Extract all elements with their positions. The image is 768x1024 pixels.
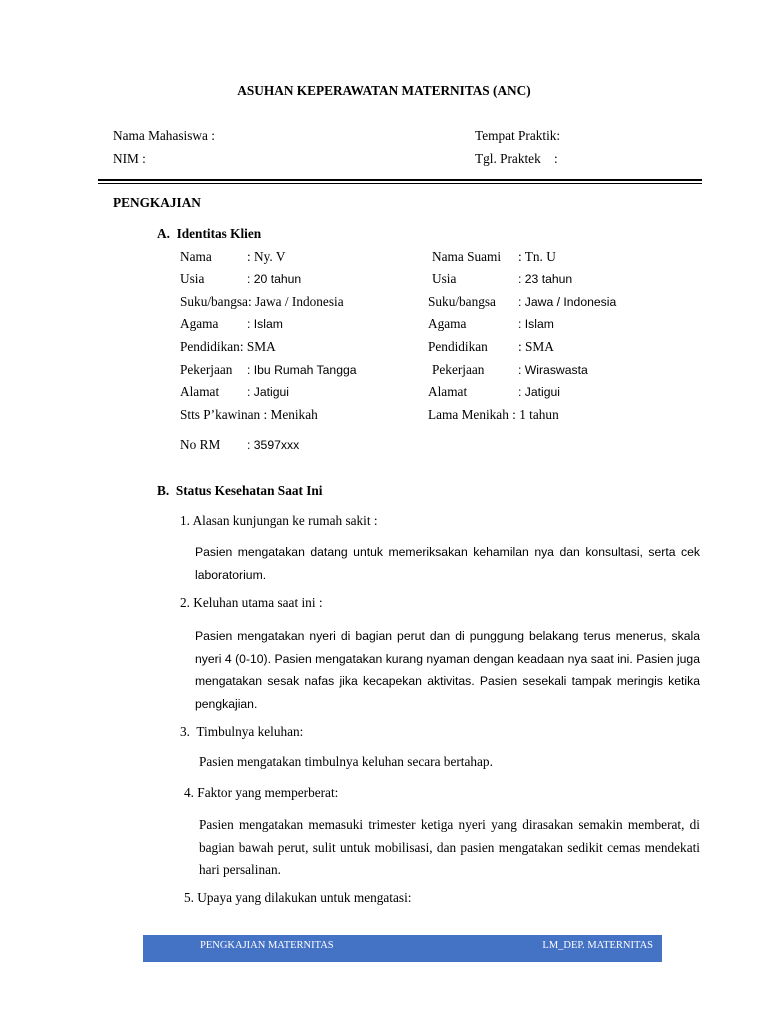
status-question-2: 2. Keluhan utama saat ini : bbox=[180, 595, 323, 610]
nama-mahasiswa-label: Nama Mahasiswa : bbox=[113, 128, 215, 143]
klien-nama-label: Nama bbox=[180, 249, 212, 264]
suami-pendidikan-label: Pendidikan bbox=[428, 339, 488, 354]
status-question-4: 4. Faktor yang memperberat: bbox=[184, 785, 339, 800]
klien-usia-label: Usia bbox=[180, 271, 205, 286]
suami-usia-value: : 23 tahun bbox=[518, 272, 573, 286]
klien-status-perkawinan: Stts P’kawinan : Menikah bbox=[180, 407, 318, 422]
status-answer-1: Pasien mengatakan datang untuk memeriksakan kehamilan nya dan konsultasi, serta cek laboratorium. bbox=[195, 545, 700, 582]
header-divider-bottom bbox=[98, 183, 702, 184]
klien-norm-label: No RM bbox=[180, 437, 221, 452]
klien-nama-value: : Ny. V bbox=[247, 249, 286, 264]
klien-alamat-value: : Jatigui bbox=[247, 385, 290, 399]
identitas-heading: A. Identitas Klien bbox=[157, 226, 262, 241]
klien-alamat-label: Alamat bbox=[180, 384, 220, 399]
footer-right-text: LM_DEP. MATERNITAS bbox=[542, 940, 653, 951]
klien-pekerjaan-value: : Ibu Rumah Tangga bbox=[247, 363, 357, 377]
suami-pendidikan-value: : SMA bbox=[518, 339, 554, 354]
status-question-1: 1. Alasan kunjungan ke rumah sakit : bbox=[180, 513, 378, 528]
document-title: ASUHAN KEPERAWATAN MATERNITAS (ANC) bbox=[237, 83, 531, 98]
klien-pendidikan: Pendidikan: SMA bbox=[180, 339, 276, 354]
klien-agama-label: Agama bbox=[180, 316, 219, 331]
tempat-praktik-label: Tempat Praktik: bbox=[475, 128, 561, 143]
suami-pekerjaan-value: : Wiraswasta bbox=[518, 363, 588, 377]
status-question-3: 3. Timbulnya keluhan: bbox=[180, 724, 304, 739]
status-question-5: 5. Upaya yang dilakukan untuk mengatasi: bbox=[184, 890, 412, 905]
suami-lama-menikah: Lama Menikah : 1 tahun bbox=[428, 407, 559, 422]
status-heading: B. Status Kesehatan Saat Ini bbox=[157, 483, 323, 498]
klien-norm-value: : 3597xxx bbox=[247, 438, 300, 452]
suami-suku-value: : Jawa / Indonesia bbox=[518, 295, 617, 309]
klien-suku: Suku/bangsa: Jawa / Indonesia bbox=[180, 294, 344, 309]
suami-alamat-label: Alamat bbox=[428, 384, 468, 399]
suami-agama-label: Agama bbox=[428, 316, 467, 331]
klien-agama-value: : Islam bbox=[247, 317, 283, 331]
suami-usia-label: Usia bbox=[432, 271, 457, 286]
section-title: PENGKAJIAN bbox=[113, 195, 201, 210]
page-footer bbox=[143, 935, 662, 962]
status-answer-4: Pasien mengatakan memasuki trimester ketiga nyeri yang dirasakan semakin memberat, di bagian bawah perut, sulit untuk mobilisasi, dan pasien mengatakan sedikit cemas mendekati hari persalinan. bbox=[199, 817, 700, 877]
footer-left-text: PENGKAJIAN MATERNITAS bbox=[200, 940, 334, 951]
klien-pekerjaan-label: Pekerjaan bbox=[180, 362, 233, 377]
status-answer-3: Pasien mengatakan timbulnya keluhan secara bertahap. bbox=[199, 754, 493, 769]
klien-usia-value: : 20 tahun bbox=[247, 272, 302, 286]
tgl-praktek-label: Tgl. Praktek : bbox=[475, 151, 558, 166]
nim-label: NIM : bbox=[113, 151, 146, 166]
suami-pekerjaan-label: Pekerjaan bbox=[432, 362, 485, 377]
header-divider-top bbox=[98, 179, 702, 181]
suami-nama-value: : Tn. U bbox=[518, 249, 556, 264]
status-answer-2: Pasien mengatakan nyeri di bagian perut dan di punggung belakang terus menerus, skala nyeri 4 (0-10). Pasien mengatakan kurang nyaman dengan keadaan nya saat ini. Pasien juga mengatakan sesak nafas jika kecapekan aktivitas. Pasien sesekali tampak meringis ketika pengkajian. bbox=[195, 629, 700, 712]
suami-agama-value: : Islam bbox=[518, 317, 554, 331]
suami-suku-label: Suku/bangsa bbox=[428, 294, 496, 309]
suami-alamat-value: : Jatigui bbox=[518, 385, 561, 399]
suami-nama-label: Nama Suami bbox=[432, 249, 502, 264]
